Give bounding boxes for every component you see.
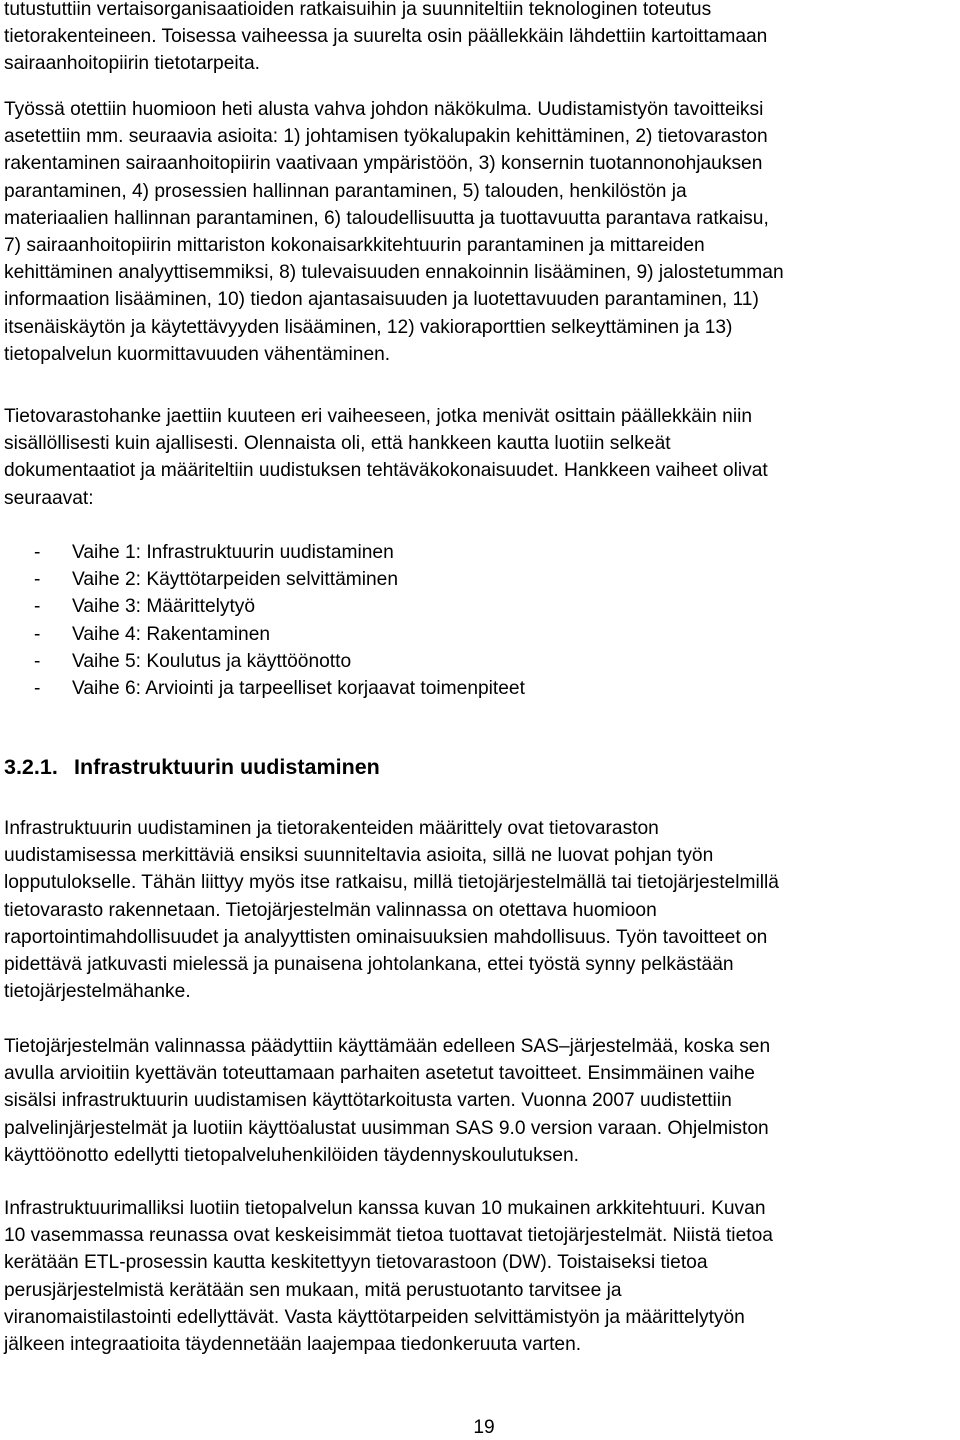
text-line: seuraavat: (4, 487, 94, 509)
text-line: asetettiin mm. seuraavia asioita: 1) johtamisen työkalupakin kehittäminen, 2) tietovaraston (4, 126, 768, 148)
text-line: tietovarasto rakennetaan. Tietojärjestelmän valinnassa on otettava huomioon (4, 899, 657, 921)
page-number: 19 (473, 1417, 495, 1438)
paragraph-intro (4, 0, 960, 78)
text-line: rakentaminen sairaanhoitopiirin vaativaan ympäristöön, 3) konsernin tuotannonohjauksen (4, 153, 763, 175)
section-heading (4, 752, 380, 782)
text-line: sairaanhoitopiirin tietotarpeita. (4, 53, 260, 75)
text-line: parantaminen, 4) prosessien hallinnan parantaminen, 5) talouden, henkilöstön ja (4, 180, 687, 202)
section-title: Infrastruktuurin uudistaminen (74, 755, 380, 779)
list-item (34, 648, 934, 675)
bullet-dash: - (34, 650, 41, 672)
list-item (34, 539, 934, 566)
bullet-dash: - (34, 542, 41, 563)
text-line: informaation lisääminen, 10) tiedon ajantasaisuuden ja luotettavuuden parantaminen, 11) (4, 289, 759, 311)
text-line: tietorakenteineen. Toisessa vaiheessa ja suurelta osin päällekkäin lähdettiin kartoittamaan (4, 26, 768, 48)
text-line: tutustuttiin vertaisorganisaatioiden ratkaisuihin ja suunniteltiin teknologinen toteutus (4, 0, 712, 20)
text-line: Tietovarastohanke jaettiin kuuteen eri vaiheeseen, jotka menivät osittain päällekkäin niin (4, 406, 753, 427)
bullet-dash: - (34, 596, 41, 618)
text-line: kerätään ETL-prosessin kautta keskitettyyn tietovarastoon (DW). Toistaiseksi tietoa (4, 1252, 708, 1274)
list-item-text: Vaihe 2: Käyttötarpeiden selvittäminen (72, 569, 399, 591)
text-line: sisälsi infrastruktuurin uudistamisen käyttötarkoitusta varten. Vuonna 2007 uudistettiin (4, 1090, 732, 1112)
paragraph-goals (4, 96, 960, 368)
bullet-dash: - (34, 569, 41, 591)
text-line: avulla arvioitiin kyettävän toteuttamaan parhaiten asetetut tavoitteet. Ensimmäinen vaihe (4, 1063, 755, 1085)
text-line: palvelinjärjestelmät ja luotiin käyttöalustat uusimman SAS 9.0 version varaan. Ohjelmiston (4, 1117, 769, 1139)
text-line: materiaalien hallinnan parantaminen, 6) taloudellisuutta ja tuottavuutta parantava ratkaisu, (4, 207, 769, 229)
text-line: kehittäminen analyyttisemmiksi, 8) tulevaisuuden ennakoinnin lisääminen, 9) jalostetumman (4, 262, 784, 284)
bullet-dash: - (34, 677, 41, 699)
bullet-dash: - (34, 623, 41, 645)
phase-list (34, 539, 934, 702)
text-line: Infrastruktuurin uudistaminen ja tietorakenteiden määrittely ovat tietovaraston (4, 818, 659, 839)
list-item (34, 593, 934, 620)
list-item-text: Vaihe 1: Infrastruktuurin uudistaminen (72, 542, 394, 563)
list-item-text: Vaihe 3: Määrittelytyö (72, 596, 256, 618)
text-line: pidettävä jatkuvasti mielessä ja punaisena johtolankana, ettei työstä synny pelkästään (4, 953, 734, 975)
paragraph-model (4, 1195, 960, 1358)
text-line: dokumentaatiot ja määriteltiin uudistuksen tehtäväkokonaisuudet. Hankkeen vaiheet olivat (4, 460, 768, 482)
list-item (34, 566, 934, 593)
text-line: Infrastruktuurimalliksi luotiin tietopalvelun kanssa kuvan 10 mukainen arkkitehtuuri. Kuvan (4, 1198, 766, 1219)
text-line: tietopalvelun kuormittavuuden vähentäminen. (4, 343, 391, 365)
text-line: itsenäiskäytön ja käytettävyyden lisääminen, 12) vakioraporttien selkeyttäminen ja 13) (4, 316, 733, 338)
text-line: 7) sairaanhoitopiirin mittariston kokonaisarkkitehtuurin parantaminen ja mittareiden (4, 234, 705, 256)
list-item-text: Vaihe 6: Arviointi ja tarpeelliset korjaavat toimenpiteet (72, 677, 525, 699)
text-line: perusjärjestelmistä kerätään sen mukaan, mitä perustuotanto tarvitsee ja (4, 1279, 622, 1301)
text-line: lopputulokselle. Tähän liittyy myös itse ratkaisu, millä tietojärjestelmällä tai tietojärjestelmillä (4, 872, 779, 894)
text-line: Tietojärjestelmän valinnassa päädyttiin käyttämään edelleen SAS–järjestelmää, koska sen (4, 1036, 771, 1057)
list-item-text: Vaihe 4: Rakentaminen (72, 623, 271, 645)
list-item (34, 621, 934, 648)
text-line: raportointimahdollisuudet ja analyyttisten ominaisuuksien mahdollisuus. Työn tavoitteet on (4, 926, 768, 948)
text-line: uudistamisessa merkittäviä ensiksi suunniteltavia asioita, sillä ne luovat pohjan työn (4, 845, 714, 867)
text-line: tietojärjestelmähanke. (4, 981, 191, 1003)
text-line: 10 vasemmassa reunassa ovat keskeisimmät tietoa tuottavat tietojärjestelmät. Niistä tietoa (4, 1225, 773, 1247)
text-line: jälkeen integraatioita täydennetään laajempaa tiedonkeruuta varten. (4, 1333, 582, 1355)
list-item (34, 675, 934, 702)
text-line: Työssä otettiin huomioon heti alusta vahva johdon näkökulma. Uudistamistyön tavoitteiksi (4, 99, 764, 120)
paragraph-sas (4, 1033, 960, 1169)
paragraph-phases (4, 403, 960, 512)
text-line: viranomaistilastointi edellyttävät. Vasta käyttötarpeiden selvittämistyön ja määrittelytyön (4, 1306, 745, 1328)
section-number: 3.2.1. (4, 755, 58, 779)
paragraph-infra (4, 815, 960, 1005)
list-item-text: Vaihe 5: Koulutus ja käyttöönotto (72, 650, 352, 672)
text-line: käyttöönotto edellytti tietopalveluhenkilöiden täydennyskoulutuksen. (4, 1144, 579, 1166)
text-line: sisällöllisesti kuin ajallisesti. Olennaista oli, että hankkeen kautta luotiin selkeät (4, 433, 671, 455)
